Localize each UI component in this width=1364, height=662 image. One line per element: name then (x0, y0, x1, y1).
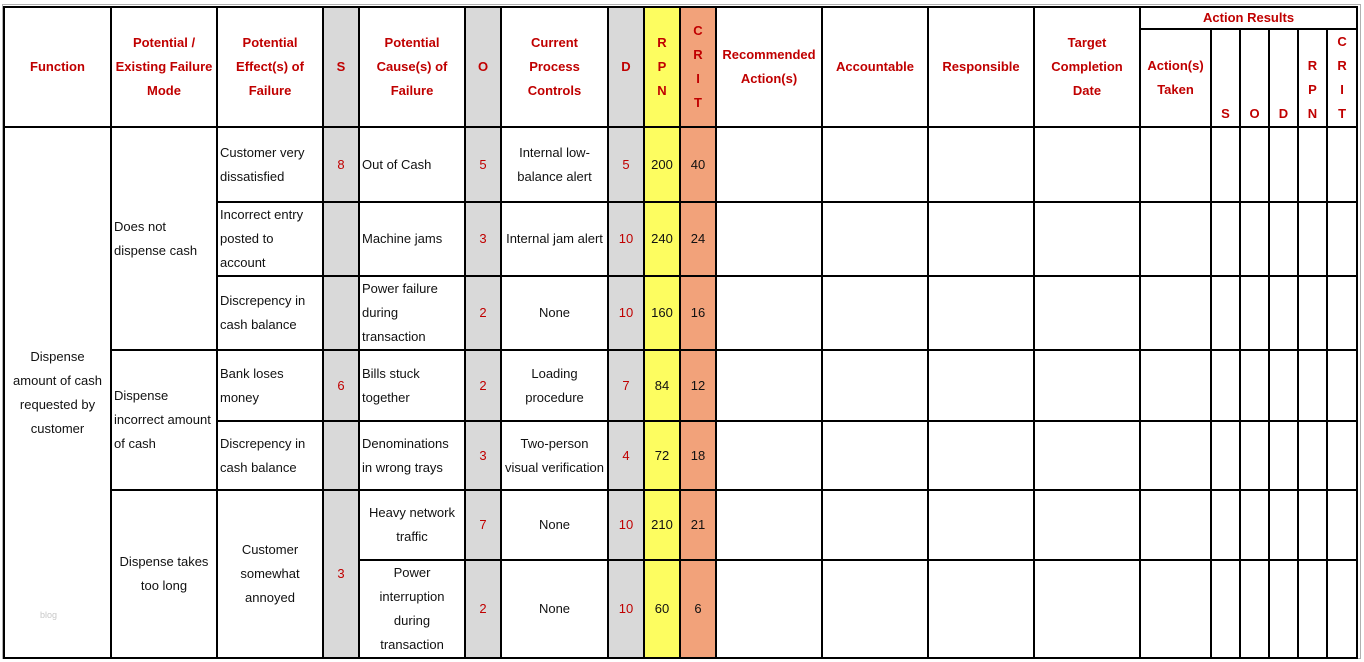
header-result-crit: C R I T (1327, 29, 1357, 127)
result-o-cell[interactable] (1240, 490, 1269, 560)
detection-cell: 4 (608, 421, 644, 490)
fmea-table (3, 6, 1358, 659)
actions-taken-cell[interactable] (1140, 276, 1211, 350)
header-result-o: O (1240, 29, 1269, 127)
result-d-cell[interactable] (1269, 202, 1298, 276)
severity-cell: 6 (323, 350, 359, 421)
failure-mode-cell: Dispense takes too long (111, 490, 217, 658)
rpn-cell: 84 (644, 350, 680, 421)
controls-cell: None (501, 276, 608, 350)
crit-cell: 12 (680, 350, 716, 421)
result-d-cell[interactable] (1269, 276, 1298, 350)
rpn-cell: 240 (644, 202, 680, 276)
header-responsible: Responsible (928, 7, 1034, 127)
result-d-cell[interactable] (1269, 560, 1298, 658)
function-cell: Dispense amount of cash requested by customer (4, 127, 111, 658)
severity-cell: 8 (323, 127, 359, 202)
header-controls: Current Process Controls (501, 7, 608, 127)
header-d: D (608, 7, 644, 127)
actions-taken-cell[interactable] (1140, 127, 1211, 202)
effect-cell: Customer somewhat annoyed (217, 490, 323, 658)
detection-cell: 10 (608, 490, 644, 560)
result-s-cell[interactable] (1211, 127, 1240, 202)
result-crit-cell[interactable] (1327, 490, 1357, 560)
rpn-cell: 160 (644, 276, 680, 350)
header-o: O (465, 7, 501, 127)
result-rpn-cell[interactable] (1298, 421, 1327, 490)
table-row (4, 127, 1357, 202)
result-d-cell[interactable] (1269, 350, 1298, 421)
accountable-cell[interactable] (822, 127, 928, 202)
crit-cell: 16 (680, 276, 716, 350)
cause-cell: Bills stuck together (359, 350, 465, 421)
recommended-cell[interactable] (716, 350, 822, 421)
header-result-s: S (1211, 29, 1240, 127)
actions-taken-cell[interactable] (1140, 421, 1211, 490)
target-date-cell[interactable] (1034, 560, 1140, 658)
occurrence-cell: 2 (465, 350, 501, 421)
recommended-cell[interactable] (716, 421, 822, 490)
header-s: S (323, 7, 359, 127)
result-crit-cell[interactable] (1327, 560, 1357, 658)
responsible-cell[interactable] (928, 560, 1034, 658)
cause-cell: Out of Cash (359, 127, 465, 202)
rpn-cell: 60 (644, 560, 680, 658)
cause-cell: Power interruption during transaction (359, 560, 465, 658)
detection-cell: 10 (608, 560, 644, 658)
result-o-cell[interactable] (1240, 421, 1269, 490)
severity-cell (323, 276, 359, 350)
result-s-cell[interactable] (1211, 490, 1240, 560)
accountable-cell[interactable] (822, 490, 928, 560)
recommended-cell[interactable] (716, 202, 822, 276)
header-actions-taken: Action(s) Taken (1140, 29, 1211, 127)
result-d-cell[interactable] (1269, 490, 1298, 560)
target-date-cell[interactable] (1034, 127, 1140, 202)
result-rpn-cell[interactable] (1298, 350, 1327, 421)
controls-cell: Loading procedure (501, 350, 608, 421)
header-crit: C R I T (680, 7, 716, 127)
cause-cell: Heavy network traffic (359, 490, 465, 560)
target-date-cell[interactable] (1034, 350, 1140, 421)
detection-cell: 10 (608, 202, 644, 276)
rpn-cell: 200 (644, 127, 680, 202)
effect-cell: Customer very dissatisfied (217, 127, 323, 202)
result-o-cell[interactable] (1240, 276, 1269, 350)
header-rpn: R P N (644, 7, 680, 127)
severity-cell (323, 202, 359, 276)
result-o-cell[interactable] (1240, 127, 1269, 202)
cause-cell: Denominations in wrong trays (359, 421, 465, 490)
crit-cell: 24 (680, 202, 716, 276)
result-s-cell[interactable] (1211, 276, 1240, 350)
occurrence-cell: 5 (465, 127, 501, 202)
detection-cell: 10 (608, 276, 644, 350)
result-crit-cell[interactable] (1327, 127, 1357, 202)
accountable-cell[interactable] (822, 560, 928, 658)
occurrence-cell: 7 (465, 490, 501, 560)
occurrence-cell: 2 (465, 276, 501, 350)
failure-mode-cell: Dispense incorrect amount of cash (111, 350, 217, 490)
header-effect: Potential Effect(s) of Failure (217, 7, 323, 127)
responsible-cell[interactable] (928, 421, 1034, 490)
result-s-cell[interactable] (1211, 560, 1240, 658)
target-date-cell[interactable] (1034, 421, 1140, 490)
table-row (4, 490, 1357, 560)
effect-cell: Bank loses money (217, 350, 323, 421)
result-o-cell[interactable] (1240, 350, 1269, 421)
detection-cell: 5 (608, 127, 644, 202)
controls-cell: Internal low-balance alert (501, 127, 608, 202)
responsible-cell[interactable] (928, 202, 1034, 276)
occurrence-cell: 3 (465, 421, 501, 490)
result-crit-cell[interactable] (1327, 350, 1357, 421)
responsible-cell[interactable] (928, 490, 1034, 560)
actions-taken-cell[interactable] (1140, 202, 1211, 276)
target-date-cell[interactable] (1034, 490, 1140, 560)
crit-cell: 6 (680, 560, 716, 658)
controls-cell: None (501, 490, 608, 560)
responsible-cell[interactable] (928, 350, 1034, 421)
result-s-cell[interactable] (1211, 350, 1240, 421)
result-rpn-cell[interactable] (1298, 127, 1327, 202)
severity-cell (323, 421, 359, 490)
effect-cell: Discrepency in cash balance (217, 421, 323, 490)
accountable-cell[interactable] (822, 276, 928, 350)
accountable-cell[interactable] (822, 421, 928, 490)
header-cause: Potential Cause(s) of Failure (359, 7, 465, 127)
table-row (4, 350, 1357, 421)
crit-cell: 18 (680, 421, 716, 490)
header-target-date: Target Completion Date (1034, 7, 1140, 127)
effect-cell: Incorrect entry posted to account (217, 202, 323, 276)
accountable-cell[interactable] (822, 202, 928, 276)
rpn-cell: 72 (644, 421, 680, 490)
result-d-cell[interactable] (1269, 421, 1298, 490)
result-o-cell[interactable] (1240, 202, 1269, 276)
header-recommended: Recommended Action(s) (716, 7, 822, 127)
result-rpn-cell[interactable] (1298, 490, 1327, 560)
detection-cell: 7 (608, 350, 644, 421)
result-crit-cell[interactable] (1327, 421, 1357, 490)
actions-taken-cell[interactable] (1140, 490, 1211, 560)
cause-cell: Power failure during transaction (359, 276, 465, 350)
result-rpn-cell[interactable] (1298, 560, 1327, 658)
actions-taken-cell[interactable] (1140, 350, 1211, 421)
result-o-cell[interactable] (1240, 560, 1269, 658)
accountable-cell[interactable] (822, 350, 928, 421)
rpn-cell: 210 (644, 490, 680, 560)
cause-cell: Machine jams (359, 202, 465, 276)
result-s-cell[interactable] (1211, 421, 1240, 490)
header-result-d: D (1269, 29, 1298, 127)
target-date-cell[interactable] (1034, 276, 1140, 350)
header-action-results: Action Results (1140, 7, 1357, 29)
crit-cell: 40 (680, 127, 716, 202)
recommended-cell[interactable] (716, 127, 822, 202)
recommended-cell[interactable] (716, 490, 822, 560)
controls-cell: None (501, 560, 608, 658)
result-d-cell[interactable] (1269, 127, 1298, 202)
failure-mode-cell: Does not dispense cash (111, 127, 217, 350)
result-rpn-cell[interactable] (1298, 202, 1327, 276)
responsible-cell[interactable] (928, 276, 1034, 350)
occurrence-cell: 2 (465, 560, 501, 658)
occurrence-cell: 3 (465, 202, 501, 276)
controls-cell: Two-person visual verification (501, 421, 608, 490)
result-s-cell[interactable] (1211, 202, 1240, 276)
responsible-cell[interactable] (928, 127, 1034, 202)
header-failure-mode: Potential / Existing Failure Mode (111, 7, 217, 127)
recommended-cell[interactable] (716, 276, 822, 350)
recommended-cell[interactable] (716, 560, 822, 658)
controls-cell: Internal jam alert (501, 202, 608, 276)
result-crit-cell[interactable] (1327, 202, 1357, 276)
result-crit-cell[interactable] (1327, 276, 1357, 350)
crit-cell: 21 (680, 490, 716, 560)
actions-taken-cell[interactable] (1140, 560, 1211, 658)
target-date-cell[interactable] (1034, 202, 1140, 276)
severity-cell: 3 (323, 490, 359, 658)
header-result-rpn: R P N (1298, 29, 1327, 127)
effect-cell: Discrepency in cash balance (217, 276, 323, 350)
header-accountable: Accountable (822, 7, 928, 127)
header-function: Function (4, 7, 111, 127)
result-rpn-cell[interactable] (1298, 276, 1327, 350)
watermark: blog (40, 610, 58, 620)
